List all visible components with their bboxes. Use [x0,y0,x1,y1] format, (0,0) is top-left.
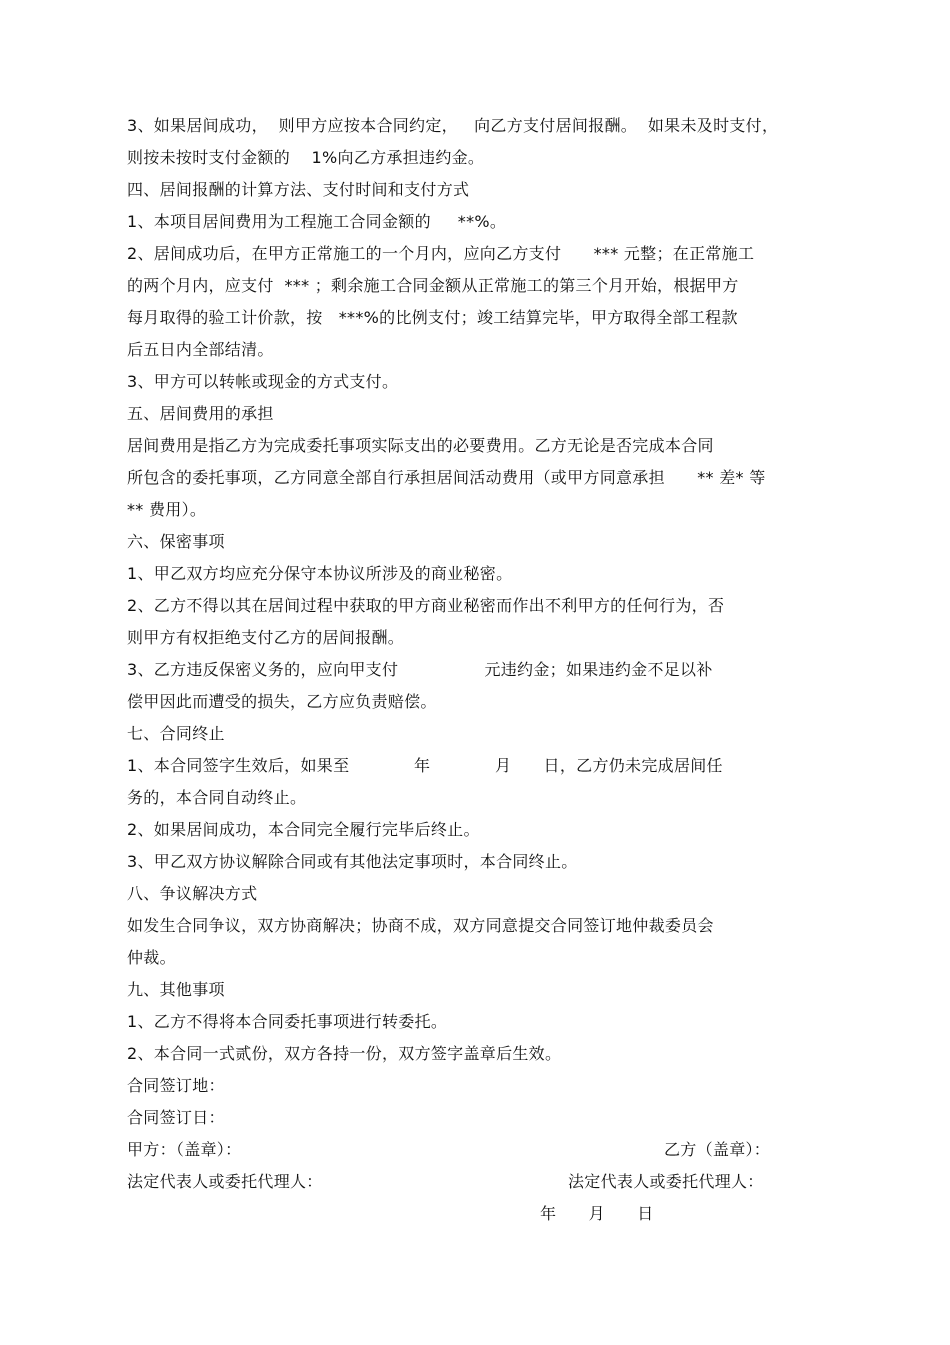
section-4-item-2-line-3: 每月取得的验工计价款，按 ***%的比例支付；竣工结算完毕，甲方取得全部工程款 [127,308,738,327]
section-5-heading: 五、居间费用的承担 [127,404,274,423]
section-5-text-line-3: ** 费用）。 [127,500,207,519]
section-6-item-1: 1、甲乙双方均应充分保守本协议所涉及的商业秘密。 [127,564,513,583]
signing-date: 合同签订日： [127,1108,225,1127]
section-5-text-line-1: 居间费用是指乙方为完成委托事项实际支出的必要费用。乙方无论是否完成本合同 [127,436,714,455]
section-4-item-2-line-1: 2、居间成功后，在甲方正常施工的一个月内，应向乙方支付 *** 元整；在正常施工 [127,244,755,263]
clause-3-line-1: 3、如果居间成功， 则甲方应按本合同约定， 向乙方支付居间报酬。 如果未及时支付， [127,116,779,135]
signing-place: 合同签订地： [127,1076,225,1095]
section-6-item-2-line-2: 则甲方有权拒绝支付乙方的居间报酬。 [127,628,405,647]
section-6-heading: 六、保密事项 [127,532,225,551]
party-a-representative: 法定代表人或委托代理人： [127,1172,323,1191]
section-9-heading: 九、其他事项 [127,980,225,999]
section-6-item-3-line-1: 3、乙方违反保密义务的，应向甲支付 元违约金；如果违约金不足以补 [127,660,713,679]
section-4-item-2-line-2: 的两个月内，应支付 *** ；剩余施工合同金额从正常施工的第三个月开始，根据甲方 [127,276,739,295]
section-6-item-3-line-2: 偿甲因此而遭受的损失，乙方应负责赔偿。 [127,692,437,711]
signature-date: 年 月 日 [540,1204,654,1223]
section-8-text-line-2: 仲裁。 [127,948,176,967]
section-5-text-line-2: 所包含的委托事项，乙方同意全部自行承担居间活动费用（或甲方同意承担 ** 差* 等 [127,468,766,487]
party-b-seal: 乙方（盖章）： [664,1140,771,1159]
section-7-item-1-line-2: 务的，本合同自动终止。 [127,788,307,807]
section-8-text-line-1: 如发生合同争议，双方协商解决；协商不成，双方同意提交合同签订地仲裁委员会 [127,916,714,935]
section-7-item-3: 3、甲乙双方协议解除合同或有其他法定事项时，本合同终止。 [127,852,578,871]
section-4-item-2-line-4: 后五日内全部结清。 [127,340,274,359]
section-4-heading: 四、居间报酬的计算方法、支付时间和支付方式 [127,180,470,199]
section-6-item-2-line-1: 2、乙方不得以其在居间过程中获取的甲方商业秘密而作出不利甲方的任何行为，否 [127,596,725,615]
clause-3-line-2: 则按未按时支付金额的 1%向乙方承担违约金。 [127,148,485,167]
section-7-heading: 七、合同终止 [127,724,225,743]
section-7-item-2: 2、如果居间成功，本合同完全履行完毕后终止。 [127,820,480,839]
party-a-seal: 甲方：（盖章）： [127,1140,242,1159]
section-9-item-2: 2、本合同一式贰份，双方各持一份，双方签字盖章后生效。 [127,1044,562,1063]
section-7-item-1-line-1: 1、本合同签字生效后，如果至 年 月 日，乙方仍未完成居间任 [127,756,723,775]
party-b-representative: 法定代表人或委托代理人： [568,1172,764,1191]
section-9-item-1: 1、乙方不得将本合同委托事项进行转委托。 [127,1012,448,1031]
section-4-item-1: 1、本项目居间费用为工程施工合同金额的 **%。 [127,212,507,231]
section-8-heading: 八、争议解决方式 [127,884,258,903]
section-4-item-3: 3、甲方可以转帐或现金的方式支付。 [127,372,399,391]
